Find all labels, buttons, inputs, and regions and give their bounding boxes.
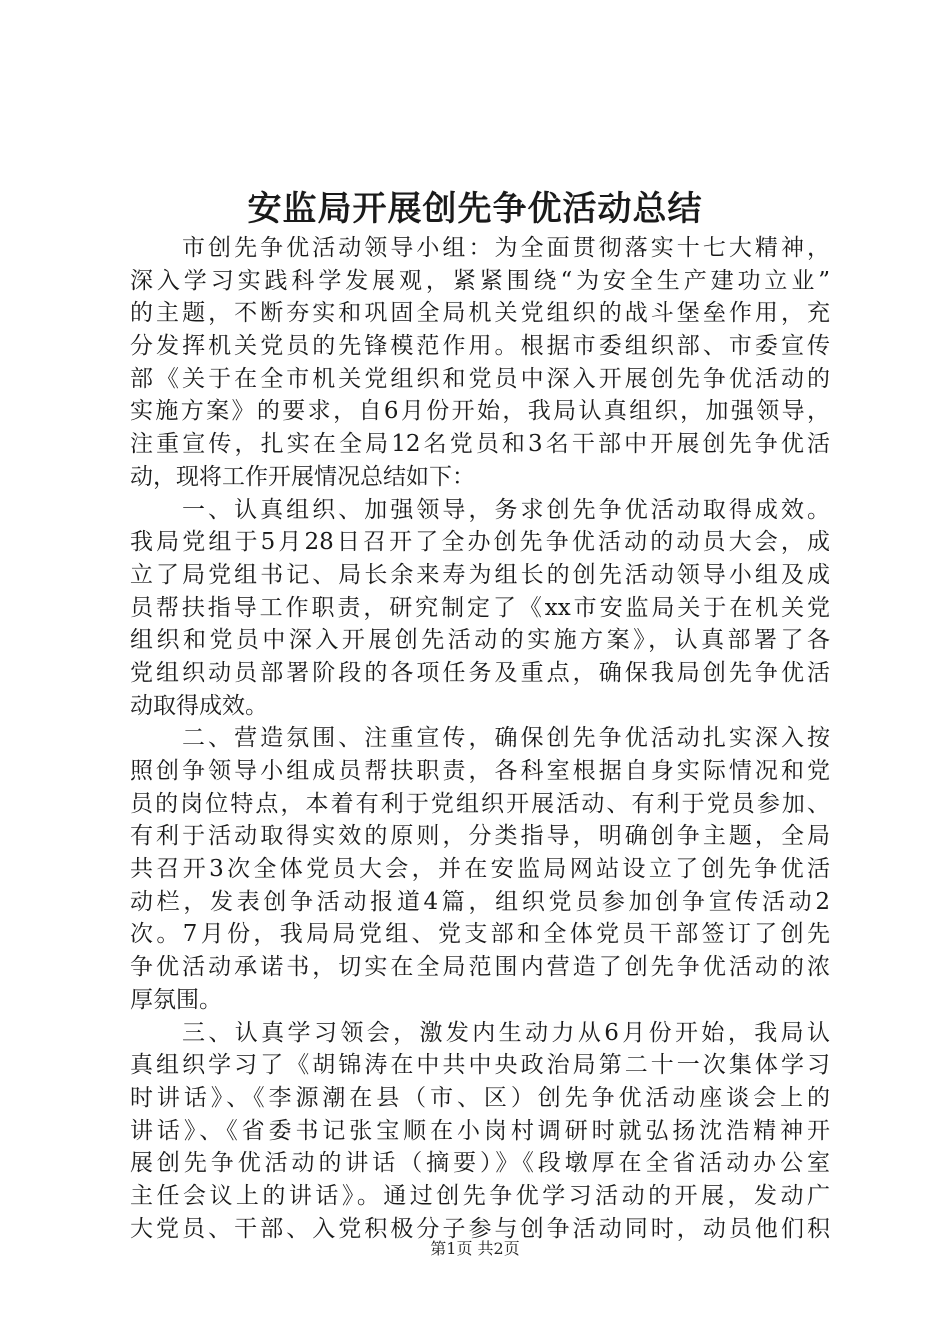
- body-line: 一、认真组织、加强领导，务求创先争优活动取得成效。: [182, 496, 830, 523]
- body-line: 二、营造氛围、注重宣传，确保创先争优活动扎实深入按: [182, 725, 830, 752]
- body-line: 有利于活动取得实效的原则，分类指导，明确创争主题，全局: [130, 823, 830, 850]
- body-line: 时讲话》、《李源潮在县（市、区）创先争优活动座谈会上的: [130, 1084, 830, 1111]
- document-title: 安监局开展创先争优活动总结: [247, 189, 703, 229]
- body-line: 员帮扶指导工作职责，研究制定了《xx市安监局关于在机关党: [130, 594, 830, 621]
- body-line: 我局党组于5月28日召开了全办创先争优活动的动员大会，成: [130, 529, 830, 556]
- body-line: 动，现将工作开展情况总结如下：: [130, 463, 475, 490]
- body-line: 立了局党组书记、局长余来寿为组长的创先活动领导小组及成: [130, 561, 830, 588]
- page-footer: 第1页 共2页: [430, 1239, 520, 1258]
- body-line: 分发挥机关党员的先锋模范作用。根据市委组织部、市委宣传: [130, 333, 830, 360]
- body-line: 厚氛围。: [130, 986, 222, 1013]
- body-line: 共召开3次全体党员大会，并在安监局网站设立了创先争优活: [130, 856, 830, 883]
- body-line: 市创先争优活动领导小组：为全面贯彻落实十七大精神，: [182, 235, 830, 261]
- body-line: 的主题，不断夯实和巩固全局机关党组织的战斗堡垒作用，充: [130, 300, 830, 327]
- body-line: 部《关于在全市机关党组织和党员中深入开展创先争优活动的: [130, 365, 830, 392]
- body-line: 注重宣传，扎实在全局12名党员和3名干部中开展创先争优活: [130, 431, 830, 458]
- body-line: 次。7月份，我局局党组、党支部和全体党员干部签订了创先: [130, 921, 830, 948]
- body-line: 深入学习实践科学发展观，紧紧围绕“为安全生产建功立业”: [130, 267, 830, 294]
- body-line: 主任会议上的讲话》。通过创先争优学习活动的开展，发动广: [130, 1182, 830, 1209]
- body-line: 动取得成效。: [130, 692, 268, 719]
- body-line: 争优活动承诺书，切实在全局范围内营造了创先争优活动的浓: [130, 954, 830, 981]
- body-line: 照创争领导小组成员帮扶职责，各科室根据自身实际情况和党: [130, 758, 830, 784]
- body-line: 实施方案》的要求，自6月份开始，我局认真组织，加强领导，: [130, 398, 830, 425]
- document-body: [130, 232, 830, 1245]
- body-line: 员的岗位特点，本着有利于党组织开展活动、有利于党员参加、: [130, 790, 830, 817]
- body-line: 组织和党员中深入开展创先活动的实施方案》，认真部署了各: [130, 627, 830, 654]
- body-line: 讲话》、《省委书记张宝顺在小岗村调研时就弘扬沈浩精神开: [130, 1117, 830, 1144]
- body-line: 真组织学习了《胡锦涛在中共中央政治局第二十一次集体学习: [130, 1052, 830, 1079]
- body-line: 动栏，发表创争活动报道4篇，组织党员参加创争宣传活动2: [130, 888, 830, 915]
- body-line: 展创先争优活动的讲话（摘要）》《段墩厚在全省活动办公室: [130, 1150, 830, 1177]
- body-line: 党组织动员部署阶段的各项任务及重点，确保我局创先争优活: [130, 659, 830, 686]
- body-line: 三、认真学习领会，激发内生动力从6月份开始，我局认: [182, 1019, 830, 1046]
- body-line: 大党员、干部、入党积极分子参与创争活动同时，动员他们积: [130, 1215, 830, 1242]
